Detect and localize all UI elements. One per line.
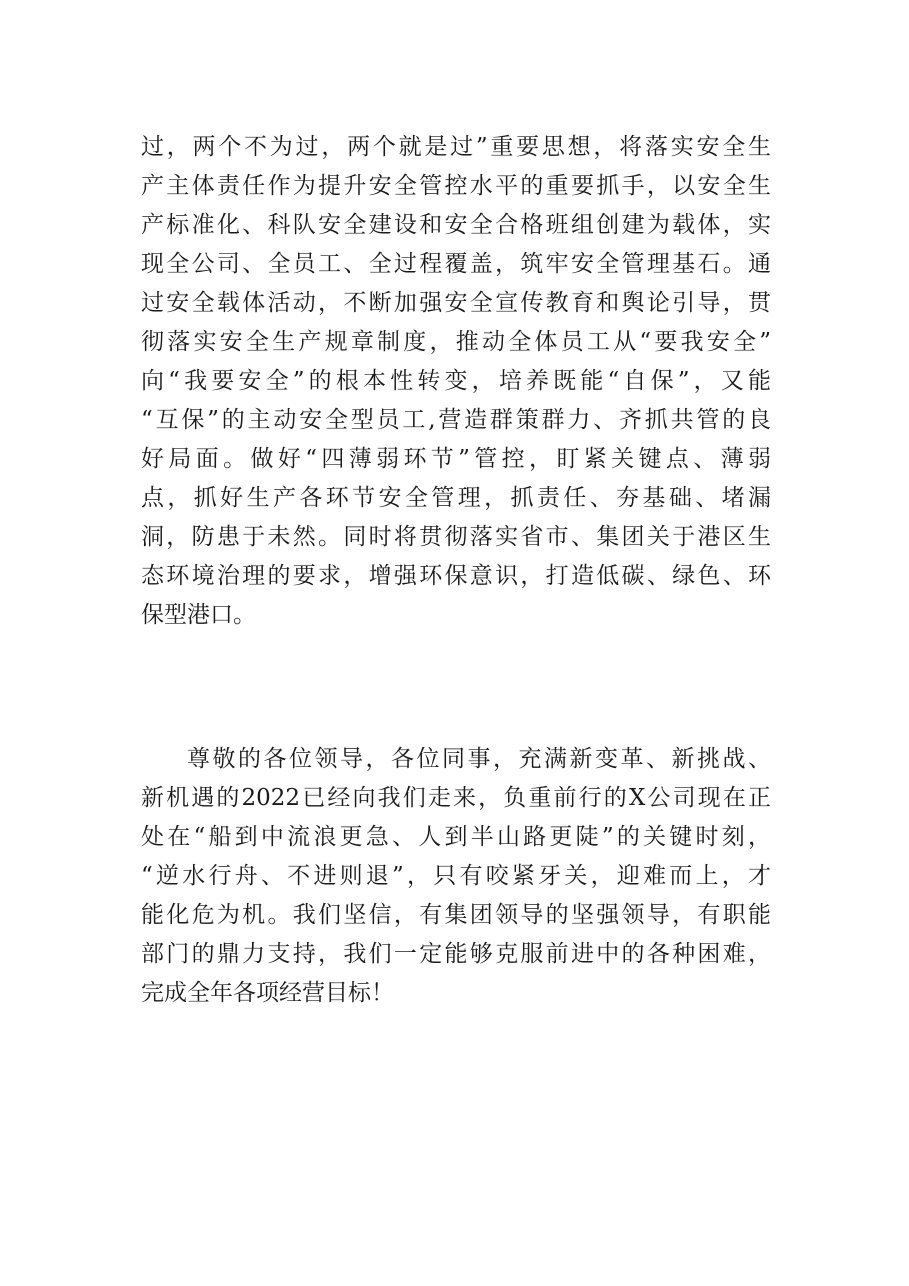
paragraph-line: 处在“船到中流浪更急、人到半山路更陡”的关键时刻， bbox=[141, 824, 771, 850]
paragraph-line: 部门的鼎力支持，我们一定能够克服前进中的各种困难， bbox=[141, 941, 771, 967]
paragraph-line: 完成全年各项经营目标！ bbox=[141, 980, 394, 1006]
paragraph-line: 好局面。做好“四薄弱环节”管控，盯紧关键点、薄弱 bbox=[141, 446, 771, 472]
paragraph-line: “互保”的主动安全型员工,营造群策群力、齐抓共管的良 bbox=[141, 407, 771, 433]
paragraph-safety bbox=[141, 128, 771, 635]
paragraph-line: 新机遇的2022已经向我们走来，负重前行的X公司现在正 bbox=[141, 785, 771, 811]
paragraph-line: 洞，防患于未然。同时将贯彻落实省市、集团关于港区生 bbox=[141, 524, 771, 550]
paragraph-line: 过安全载体活动，不断加强安全宣传教育和舆论引导，贯 bbox=[141, 290, 771, 316]
paragraph-line: 尊敬的各位领导，各位同事，充满新变革、新挑战、 bbox=[187, 746, 771, 772]
paragraph-line: 现全公司、全员工、全过程覆盖，筑牢安全管理基石。通 bbox=[141, 251, 771, 277]
paragraph-line: 产标准化、科队安全建设和安全合格班组创建为载体，实 bbox=[141, 212, 771, 238]
paragraph-line: 能化危为机。我们坚信，有集团领导的坚强领导，有职能 bbox=[141, 902, 771, 928]
paragraph-line: “逆水行舟、不进则退”，只有咬紧牙关，迎难而上，才 bbox=[141, 863, 771, 889]
paragraph-line: 点，抓好生产各环节安全管理，抓责任、夯基础、堵漏 bbox=[141, 485, 771, 511]
paragraph-line: 产主体责任作为提升安全管控水平的重要抓手，以安全生 bbox=[141, 173, 771, 199]
paragraph-line: 向“我要安全”的根本性转变，培养既能“自保”，又能 bbox=[141, 368, 771, 394]
paragraph-line: 过，两个不为过，两个就是过”重要思想，将落实安全生 bbox=[141, 134, 771, 160]
paragraph-line: 保型港口。 bbox=[141, 602, 256, 628]
paragraph-line: 态环境治理的要求，增强环保意识，打造低碳、绿色、环 bbox=[141, 563, 771, 589]
paragraph-line: 彻落实安全生产规章制度，推动全体员工从“要我安全” bbox=[141, 329, 771, 355]
paragraph-closing bbox=[141, 740, 771, 1013]
